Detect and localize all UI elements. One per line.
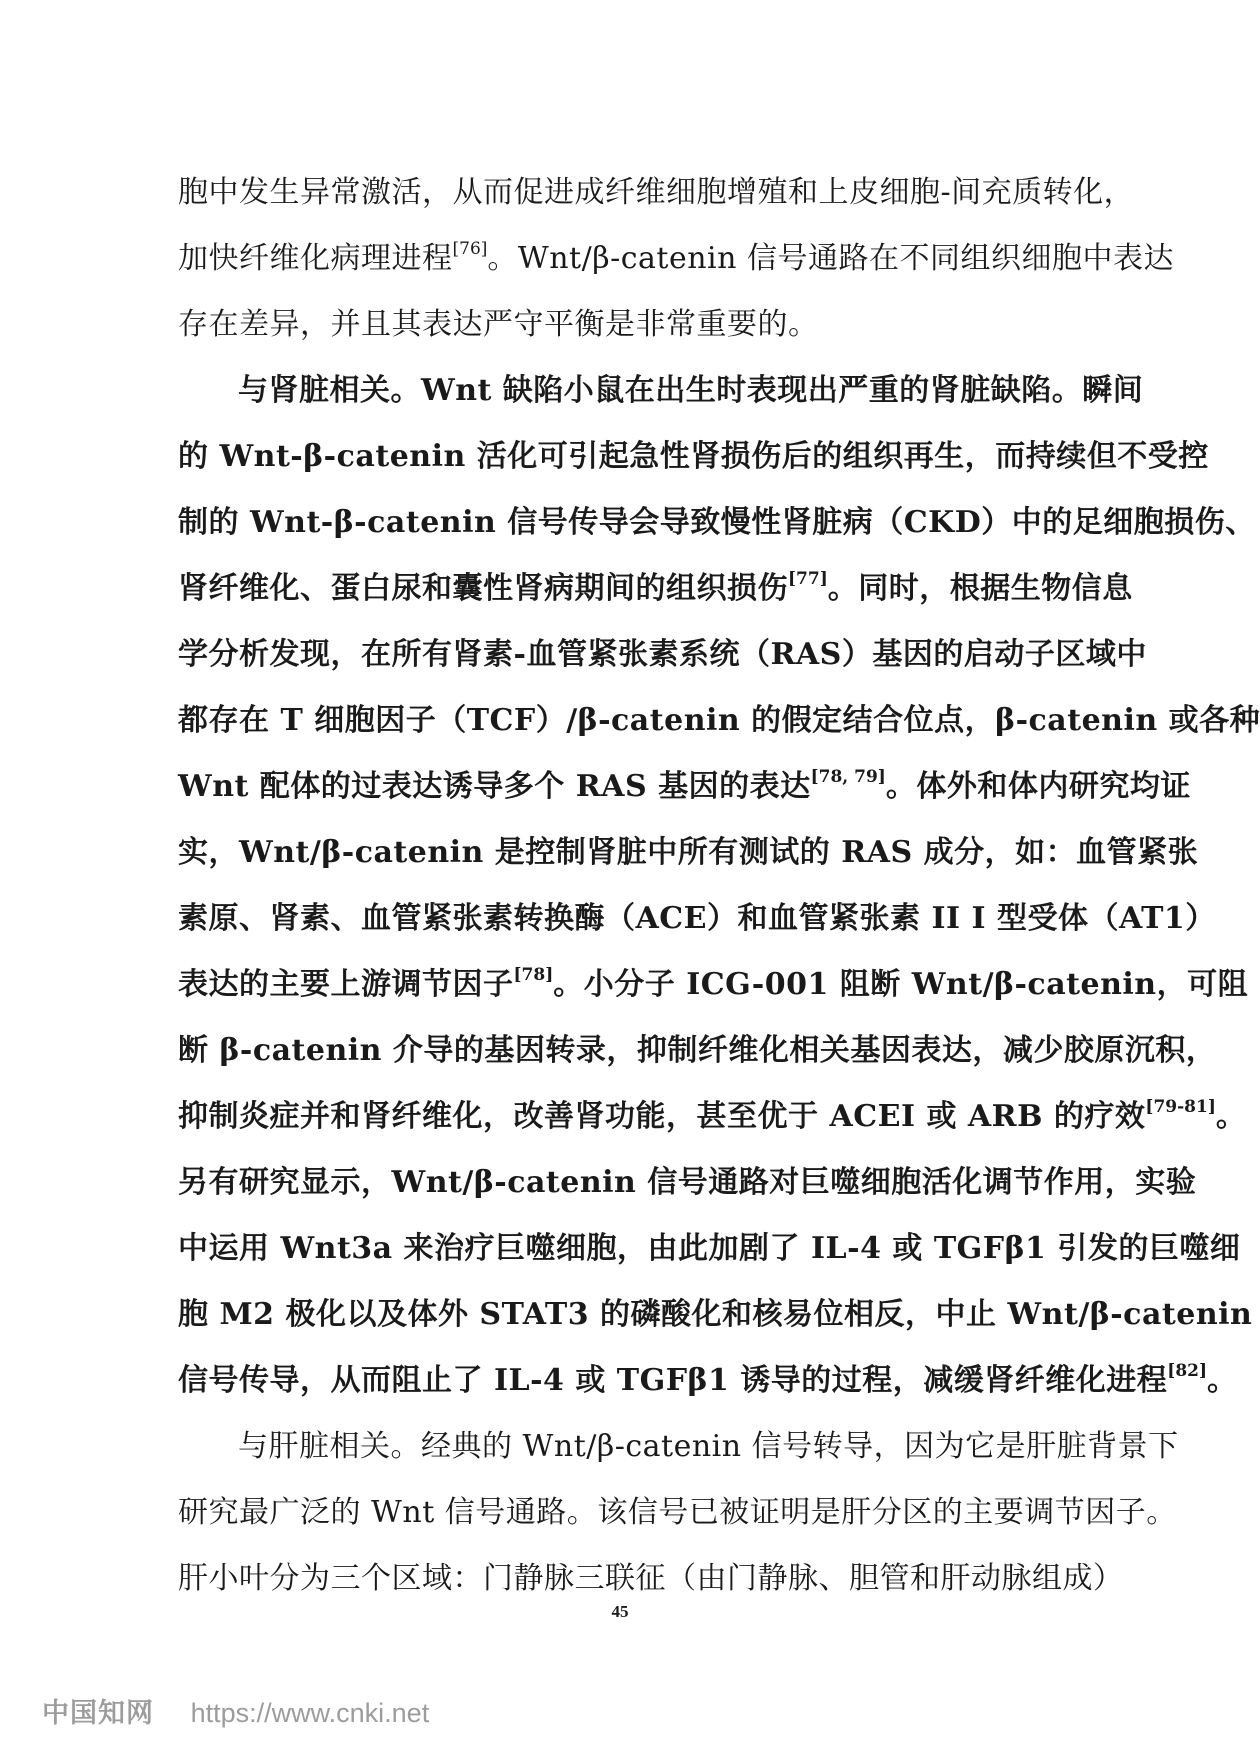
line-text: 与肝脏相关。经典的 Wnt/β-catenin 信号转导，因为它是肝脏背景下	[238, 1429, 1179, 1464]
text-line	[178, 820, 1199, 886]
text-line	[178, 952, 1249, 1018]
line-text: 学分析发现，在所有肾素-血管紧张素系统（RAS）基因的启动子区域中	[178, 637, 1147, 672]
line-text: 信号传导，从而阻止了 IL-4 或 TGFβ1 诱导的过程，减缓肾纤维化进程	[178, 1363, 1168, 1398]
line-text: 与肾脏相关。Wnt 缺陷小鼠在出生时表现出严重的肾脏缺陷。瞬间	[238, 373, 1144, 408]
paragraph	[178, 1414, 1179, 1612]
text-line	[178, 1348, 1238, 1414]
text-line	[178, 358, 1144, 424]
text-line	[178, 1216, 1241, 1282]
text-line	[178, 490, 1256, 556]
line-text: 肝小叶分为三个区域：门静脉三联征（由门静脉、胆管和肝动脉组成）	[178, 1561, 1124, 1596]
text-line	[178, 622, 1147, 688]
line-text: 加快纤维化病理进程	[178, 241, 453, 276]
citation-superscript: [79-81]	[1145, 1097, 1216, 1117]
line-text: 胞中发生异常激活，从而促进成纤维细胞增殖和上皮细胞-间充质转化，	[178, 175, 1135, 210]
line-text-tail: 。体外和体内研究均证	[885, 769, 1191, 804]
cnki-url[interactable]: https://www.cnki.net	[190, 1698, 430, 1728]
line-text: 都存在 T 细胞因子（TCF）/β-catenin 的假定结合位点，β-catenin 或各种	[178, 703, 1260, 738]
text-line	[178, 1282, 1253, 1348]
line-text: 素原、肾素、血管紧张素转换酶（ACE）和血管紧张素 II I 型受体（AT1）	[178, 901, 1216, 936]
page-number: 45	[611, 1602, 629, 1621]
line-text-tail: 。	[1207, 1363, 1238, 1398]
text-line	[178, 886, 1216, 952]
citation-superscript: [76]	[452, 239, 488, 259]
body-text	[178, 160, 1260, 1612]
line-text-tail: 。同时，根据生物信息	[827, 571, 1133, 606]
line-text: 研究最广泛的 Wnt 信号通路。该信号已被证明是肝分区的主要调节因子。	[178, 1495, 1177, 1530]
line-text: 制的 Wnt-β-catenin 信号传导会导致慢性肾脏病（CKD）中的足细胞损伤、	[178, 505, 1256, 540]
line-text: 抑制炎症并和肾纤维化，改善肾功能，甚至优于 ACEI 或 ARB 的疗效	[178, 1099, 1146, 1134]
line-text: 实，Wnt/β-catenin 是控制肾脏中所有测试的 RAS 成分，如：血管紧张	[178, 835, 1199, 870]
text-line	[178, 1480, 1177, 1546]
line-text: Wnt 配体的过表达诱导多个 RAS 基因的表达	[178, 769, 811, 804]
line-text: 胞 M2 极化以及体外 STAT3 的磷酸化和核易位相反，中止 Wnt/β-catenin	[178, 1297, 1253, 1332]
citation-superscript: [77]	[788, 569, 828, 589]
text-line	[178, 226, 1174, 292]
line-text-tail: 。	[1215, 1099, 1247, 1134]
line-text: 断 β-catenin 介导的基因转录，抑制纤维化相关基因表达，减少胶原沉积，	[178, 1033, 1217, 1068]
line-text: 的 Wnt-β-catenin 活化可引起急性肾损伤后的组织再生，而持续但不受控	[178, 439, 1209, 474]
line-text: 中运用 Wnt3a 来治疗巨噬细胞，由此加剧了 IL-4 或 TGFβ1 引发的巨噬细	[178, 1231, 1241, 1266]
text-line	[178, 754, 1191, 820]
text-line	[178, 160, 1135, 226]
text-line	[178, 292, 1083, 358]
text-line	[178, 1018, 1217, 1084]
citation-superscript: [78, 79]	[810, 767, 886, 787]
line-text: 另有研究显示，Wnt/β-catenin 信号通路对巨噬细胞活化调节作用，实验	[178, 1165, 1197, 1200]
paragraph	[178, 358, 1260, 1414]
line-text-tail: 。Wnt/β-catenin 信号通路在不同组织细胞中表达	[487, 241, 1174, 276]
text-line	[178, 424, 1209, 490]
paragraph	[178, 160, 1174, 358]
text-line	[178, 688, 1260, 754]
text-line	[178, 556, 1133, 622]
text-line	[178, 1150, 1197, 1216]
cnki-logo: 中国知网	[42, 1698, 154, 1729]
citation-superscript: [82]	[1167, 1361, 1208, 1381]
line-text-tail: 。小分子 ICG-001 阻断 Wnt/β-catenin，可阻	[553, 967, 1249, 1002]
citation-superscript: [78]	[513, 965, 554, 985]
line-text: 表达的主要上游调节因子	[178, 967, 514, 1002]
text-line	[178, 1414, 1179, 1480]
text-line	[178, 1084, 1247, 1150]
line-text: 肾纤维化、蛋白尿和囊性肾病期间的组织损伤	[178, 571, 788, 606]
line-text: 存在差异，并且其表达严守平衡是非常重要的。	[178, 307, 819, 342]
cnki-watermark	[42, 1693, 429, 1733]
